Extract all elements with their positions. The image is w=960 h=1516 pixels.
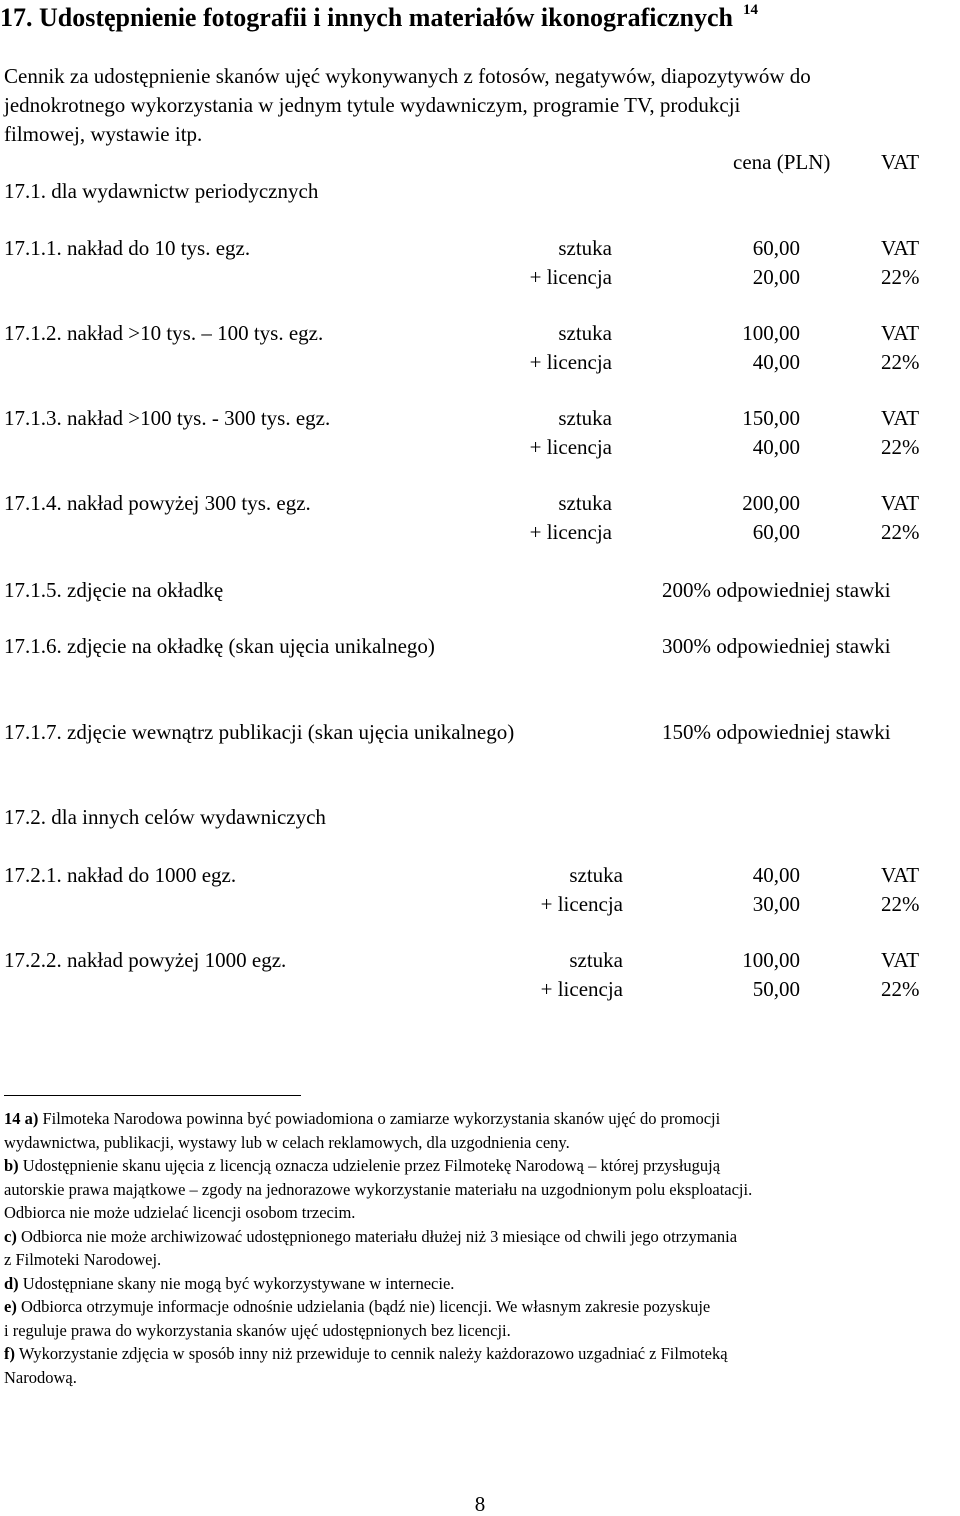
section-heading: 17.2. dla innych celów wydawniczych <box>4 805 326 829</box>
intro-line: filmowej, wystawie itp. <box>4 122 203 146</box>
unit-label: sztuka <box>558 491 612 515</box>
unit-label: sztuka <box>569 863 623 887</box>
footnote-line: z Filmoteki Narodowej. <box>4 1250 162 1269</box>
footnote-divider <box>4 1095 301 1096</box>
footnote-mark: e) <box>4 1297 17 1316</box>
vat-label: VAT <box>881 406 920 430</box>
vat-label: VAT <box>881 321 920 345</box>
footnote-mark: f) <box>4 1344 15 1363</box>
license-label: + licencja <box>540 977 623 1001</box>
footnote-mark: 14 a) <box>4 1109 39 1128</box>
unit-price: 200,00 <box>742 491 800 515</box>
license-price: 40,00 <box>752 435 800 459</box>
intro-line: jednokrotnego wykorzystania w jednym tytule wydawniczym, programie TV, produkcji <box>4 93 741 117</box>
unit-price: 100,00 <box>742 948 800 972</box>
footnote-line: Filmoteka Narodowa powinna być powiadomiona o zamiarze wykorzystania skanów ujęć do promocji <box>42 1109 721 1128</box>
vat-rate: 22% <box>881 435 920 459</box>
license-label: + licencja <box>540 892 623 916</box>
footnote-line: Narodową. <box>4 1367 77 1387</box>
footnote-line: Udostępniane skany nie mogą być wykorzystywane w internecie. <box>22 1273 455 1293</box>
title-text: 17. Udostępnienie fotografii i innych materiałów ikonograficznych <box>0 3 734 32</box>
row-label: 17.1.1. nakład do 10 tys. egz. <box>4 236 251 260</box>
vat-rate: 22% <box>881 265 920 289</box>
license-label: + licencja <box>529 520 612 544</box>
footnote-line: i reguluje prawa do wykorzystania skanów ujęć udostępnionych bez licencji. <box>4 1320 511 1340</box>
row-label: 17.2.2. nakład powyżej 1000 egz. <box>4 948 287 972</box>
footnote-line: autorskie prawa majątkowe – zgody na jednorazowe wykorzystanie materiału na uzgodnionym polu eksploatacji. <box>4 1179 753 1199</box>
vat-label: VAT <box>881 491 920 515</box>
section-heading: 17.1. dla wydawnictw periodycznych <box>4 179 319 203</box>
vat-label: VAT <box>881 863 920 887</box>
footnote-line: Odbiorca nie może archiwizować udostępnionego materiału dłużej niż 3 miesiące od chwili jego otrzymania <box>20 1226 738 1246</box>
intro-line: Cennik za udostępnienie skanów ujęć wykonywanych z fotosów, negatywów, diapozytywów do <box>4 64 811 88</box>
row-label: 17.1.3. nakład >100 tys. - 300 tys. egz. <box>4 406 331 430</box>
footnote-line: Odbiorca otrzymuje informacje odnośnie udzielania (bądź nie) licencji. We własnym zakresie pozyskuje <box>20 1297 711 1316</box>
unit-price: 150,00 <box>742 406 800 430</box>
page-number: 8 <box>474 1492 486 1516</box>
vat-label: VAT <box>881 236 920 260</box>
license-label: + licencja <box>529 435 612 459</box>
price-column-header: cena (PLN) <box>733 150 831 174</box>
rate-label: 17.1.5. zdjęcie na okładkę <box>4 578 224 602</box>
footnote-mark: c) <box>4 1226 17 1246</box>
vat-column-header: VAT <box>881 150 920 174</box>
unit-label: sztuka <box>569 948 623 972</box>
rate-value: 300% odpowiedniej stawki <box>662 634 891 658</box>
row-label: 17.1.2. nakład >10 tys. – 100 tys. egz. <box>4 321 324 345</box>
page-title <box>0 3 758 37</box>
license-price: 50,00 <box>752 977 800 1001</box>
license-price: 60,00 <box>752 520 800 544</box>
vat-rate: 22% <box>881 977 920 1001</box>
footnote-mark: d) <box>4 1273 19 1293</box>
row-label: 17.2.1. nakład do 1000 egz. <box>4 863 237 887</box>
footnote-line: Udostępnienie skanu ujęcia z licencją oznacza udzielenie przez Filmotekę Narodową – której przysługują <box>22 1156 721 1175</box>
intro-paragraph <box>4 62 954 149</box>
license-price: 40,00 <box>752 350 800 374</box>
license-price: 30,00 <box>752 892 800 916</box>
license-label: + licencja <box>529 265 612 289</box>
unit-price: 100,00 <box>742 321 800 345</box>
unit-label: sztuka <box>558 321 612 345</box>
footnote-line: wydawnictwa, publikacji, wystawy lub w celach reklamowych, dla uzgodnienia ceny. <box>4 1132 570 1152</box>
footnote-line: Odbiorca nie może udzielać licencji osobom trzecim. <box>4 1203 356 1222</box>
rate-label: 17.1.6. zdjęcie na okładkę (skan ujęcia unikalnego) <box>4 634 435 658</box>
row-label: 17.1.4. nakład powyżej 300 tys. egz. <box>4 491 311 515</box>
footnote-ref: 14 <box>743 2 759 18</box>
vat-rate: 22% <box>881 892 920 916</box>
rate-value: 150% odpowiedniej stawki <box>662 720 891 744</box>
unit-label: sztuka <box>558 406 612 430</box>
footnote <box>4 1107 954 1389</box>
license-label: + licencja <box>529 350 612 374</box>
vat-rate: 22% <box>881 350 920 374</box>
footnote-line: Wykorzystanie zdjęcia w sposób inny niż przewiduje to cennik należy każdorazowo uzgadniać z Filmoteką <box>18 1344 728 1363</box>
footnote-mark: b) <box>4 1156 19 1175</box>
vat-label: VAT <box>881 948 920 972</box>
rate-label: 17.1.7. zdjęcie wewnątrz publikacji (skan ujęcia unikalnego) <box>4 720 515 744</box>
unit-price: 40,00 <box>752 863 800 887</box>
unit-label: sztuka <box>558 236 612 260</box>
license-price: 20,00 <box>752 265 800 289</box>
unit-price: 60,00 <box>752 236 800 260</box>
vat-rate: 22% <box>881 520 920 544</box>
rate-value: 200% odpowiedniej stawki <box>662 578 891 602</box>
